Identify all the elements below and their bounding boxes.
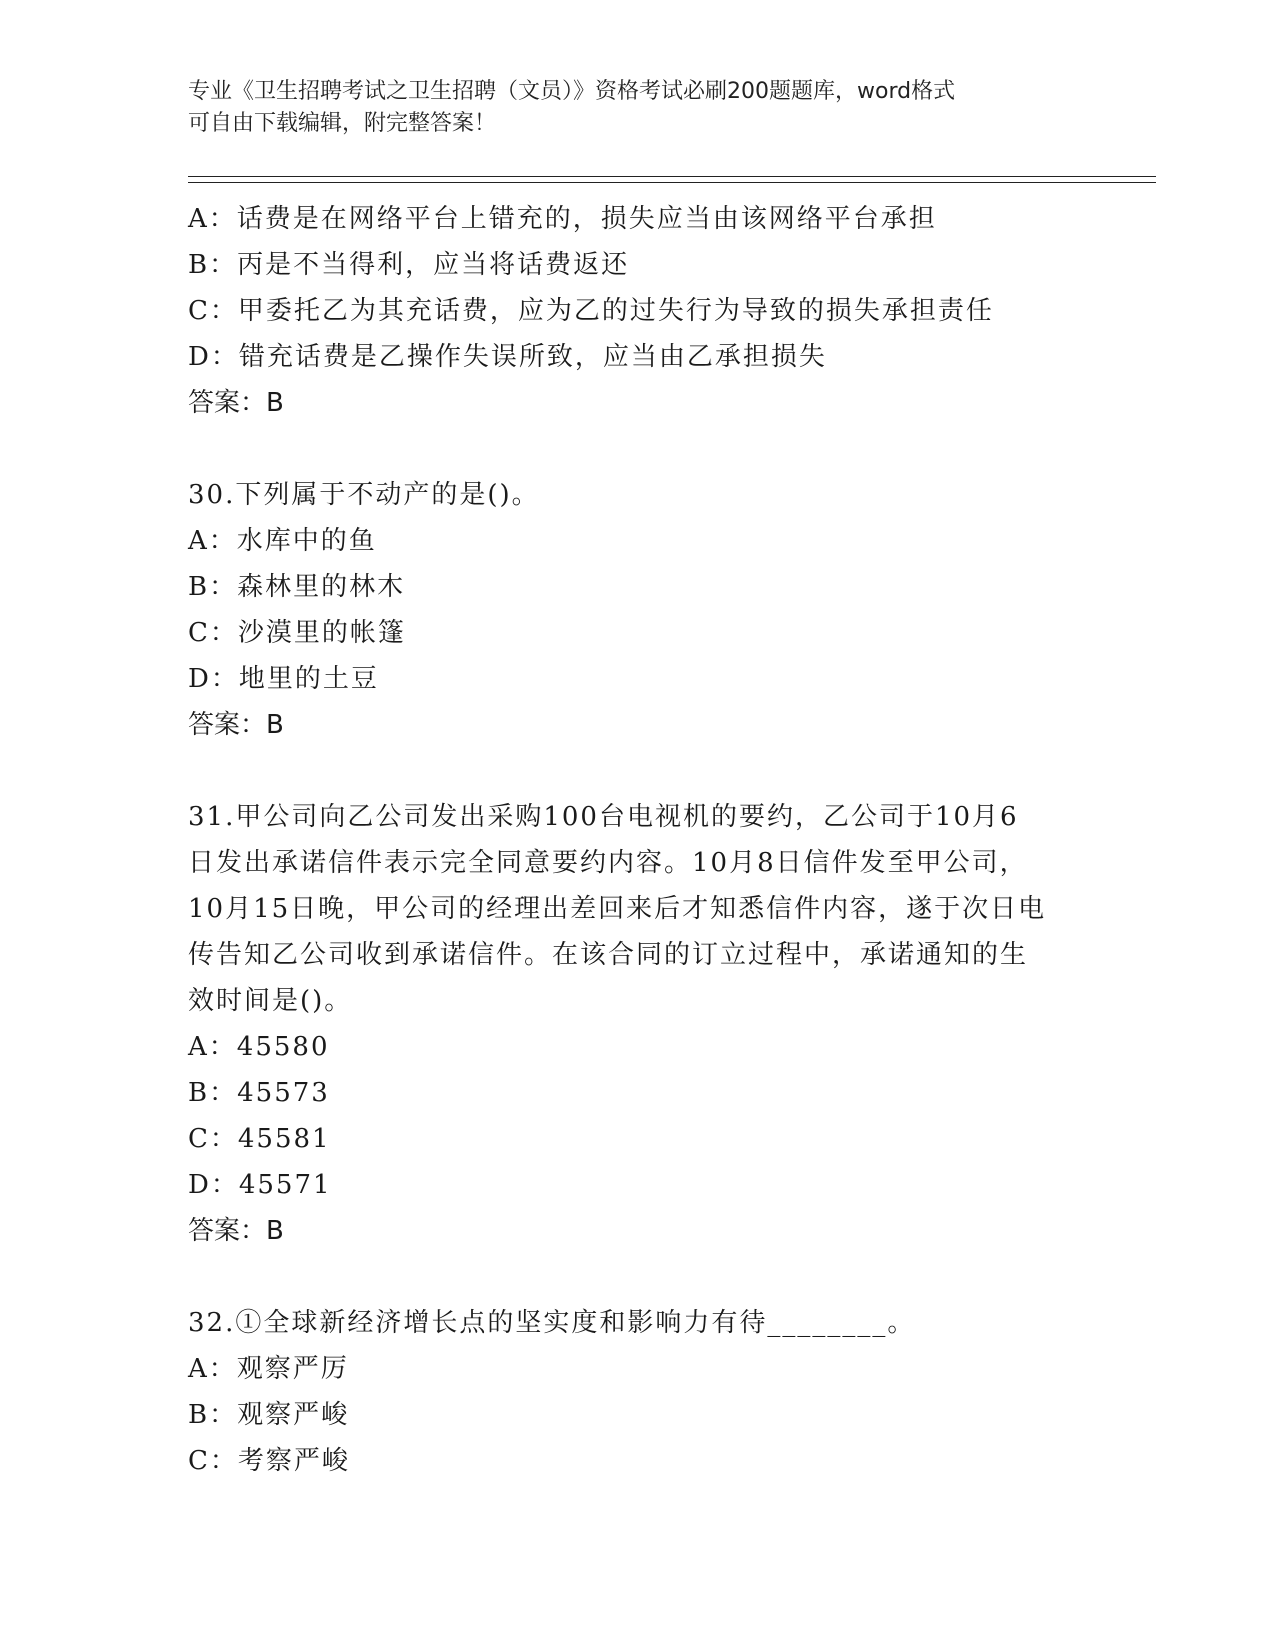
question-text-line: 日发出承诺信件表示完全同意要约内容。10月8日信件发至甲公司， bbox=[188, 848, 1028, 878]
question-text: 30.下列属于不动产的是()。 bbox=[188, 480, 540, 510]
option-a: A：水库中的鱼 bbox=[188, 526, 377, 556]
spacer bbox=[188, 426, 1088, 472]
option-c: C：甲委托乙为其充话费，应为乙的过失行为导致的损失承担责任 bbox=[188, 296, 994, 326]
question-text-line: 传告知乙公司收到承诺信件。在该合同的订立过程中，承诺通知的生 bbox=[188, 940, 1029, 970]
option-b: B：森林里的林木 bbox=[188, 572, 406, 602]
option-b: B：丙是不当得利，应当将话费返还 bbox=[188, 250, 630, 280]
question-32 bbox=[188, 1300, 1088, 1484]
option-a: A：45580 bbox=[188, 1032, 330, 1062]
question-text: 32.①全球新经济增长点的坚实度和影响力有待________。 bbox=[188, 1308, 916, 1338]
document-header bbox=[188, 76, 1068, 140]
question-29 bbox=[188, 196, 1088, 426]
option-b: B：45573 bbox=[188, 1078, 330, 1108]
answer-text: 答案：B bbox=[188, 710, 284, 740]
question-text-line: 效时间是()。 bbox=[188, 986, 353, 1016]
spacer bbox=[188, 748, 1088, 794]
option-d: D：错充话费是乙操作失误所致，应当由乙承担损失 bbox=[188, 342, 827, 372]
question-31 bbox=[188, 794, 1088, 1254]
answer-text: 答案：B bbox=[188, 1216, 284, 1246]
header-divider-bottom bbox=[188, 182, 1156, 183]
option-d: D：地里的土豆 bbox=[188, 664, 379, 694]
question-text-line: 31.甲公司向乙公司发出采购100台电视机的要约，乙公司于10月6 bbox=[188, 802, 1019, 832]
question-text-line: 10月15日晚，甲公司的经理出差回来后才知悉信件内容，遂于次日电 bbox=[188, 894, 1047, 924]
answer-text: 答案：B bbox=[188, 388, 284, 418]
option-a: A：话费是在网络平台上错充的，损失应当由该网络平台承担 bbox=[188, 204, 937, 234]
document-body bbox=[188, 196, 1088, 1484]
option-c: C：沙漠里的帐篷 bbox=[188, 618, 406, 648]
option-c: C：45581 bbox=[188, 1124, 331, 1154]
option-d: D：45571 bbox=[188, 1170, 332, 1200]
header-line-2: 可自由下载编辑，附完整答案！ bbox=[188, 111, 497, 136]
option-c: C：考察严峻 bbox=[188, 1446, 350, 1476]
option-b: B：观察严峻 bbox=[188, 1400, 350, 1430]
option-a: A：观察严厉 bbox=[188, 1354, 349, 1384]
header-divider-top bbox=[188, 176, 1156, 177]
header-line-1: 专业《卫生招聘考试之卫生招聘（文员）》资格考试必刷200题题库，word格式 bbox=[188, 79, 956, 104]
question-30 bbox=[188, 472, 1088, 748]
spacer bbox=[188, 1254, 1088, 1300]
